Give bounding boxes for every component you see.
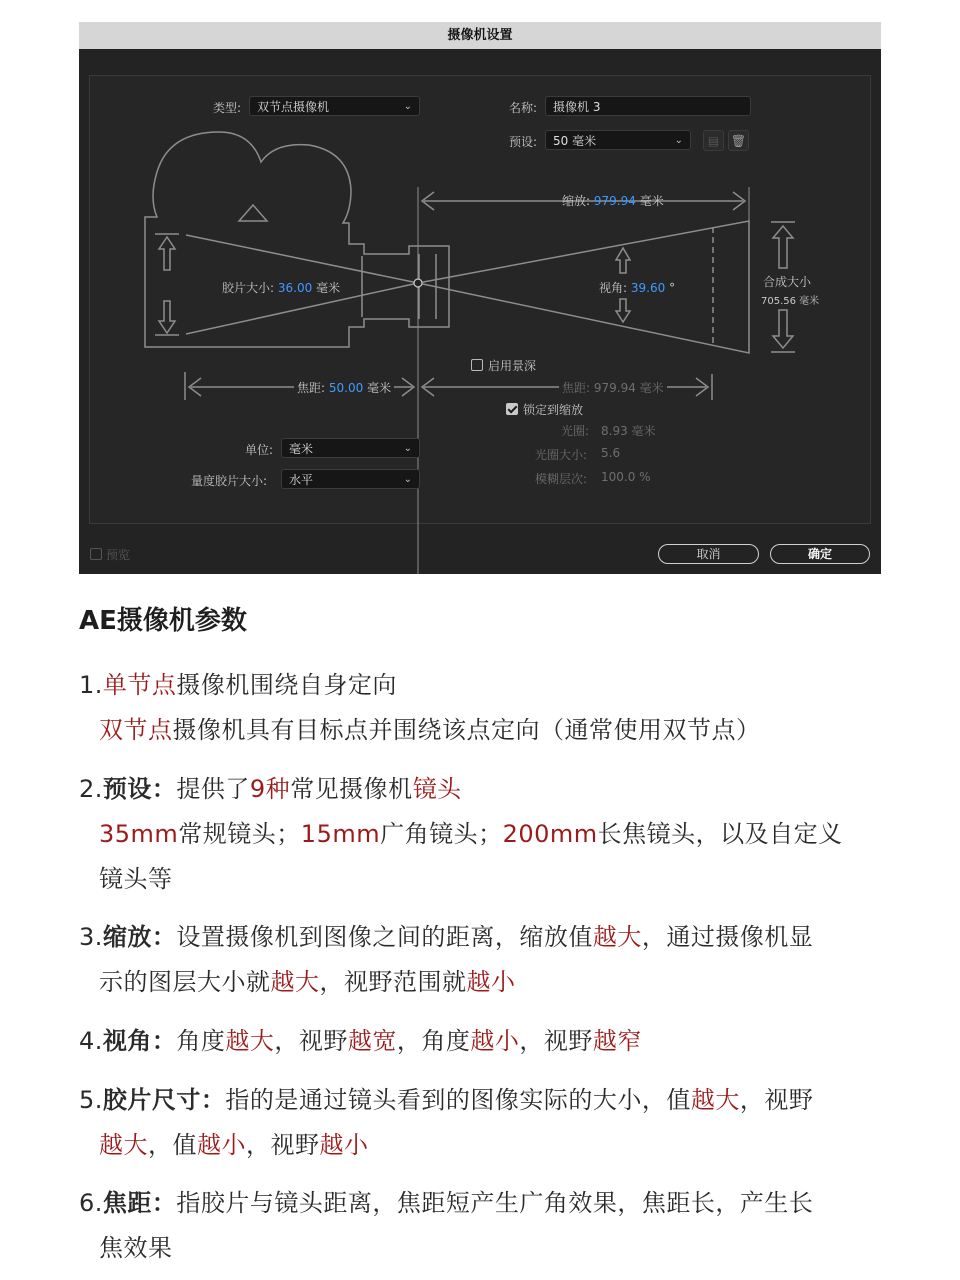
highlight-text: 越大 <box>592 923 642 951</box>
body-text: 镜头等 <box>99 865 173 893</box>
zoom-field <box>562 192 664 209</box>
highlight-text: 9种 <box>249 775 291 803</box>
aperture-value: 8.93 毫米 <box>601 424 656 438</box>
angle-value[interactable]: 39.60 <box>630 281 666 295</box>
body-text: ，视野 <box>274 1027 348 1055</box>
focal-length-label: 焦距: <box>297 381 326 395</box>
article-line <box>99 962 516 997</box>
focal-length-unit: 毫米 <box>367 381 392 395</box>
focus-distance-label: 焦距: <box>562 381 591 395</box>
fstop-label: 光圈大小: <box>535 448 588 462</box>
term-label: 视角： <box>102 1027 177 1055</box>
units-select[interactable] <box>281 438 420 458</box>
chevron-down-icon: ⌄ <box>403 443 412 454</box>
body-text: ，值 <box>148 1131 197 1159</box>
body-text: 4. <box>79 1027 103 1055</box>
enable-dof-label: 启用景深 <box>488 359 537 373</box>
comp-size-label: 合成大小 <box>763 275 812 289</box>
chevron-down-icon: ⌄ <box>403 101 412 112</box>
comp-size-value: 705.56 毫米 <box>761 296 820 307</box>
body-text: ，视野 <box>519 1027 593 1055</box>
article-line <box>99 1228 173 1263</box>
preset-value: 50 毫米 <box>553 134 597 148</box>
article-line <box>99 710 761 745</box>
article-line <box>99 859 173 894</box>
body-text: 常规镜头； <box>178 820 301 848</box>
highlight-text: 双节点 <box>99 716 173 744</box>
preview-label: 预览 <box>106 548 131 562</box>
highlight-text: 200mm <box>502 820 598 848</box>
measure-film-size-value: 水平 <box>289 473 314 487</box>
body-text: 焦效果 <box>99 1234 173 1262</box>
body-text: 示的图层大小就 <box>99 968 271 996</box>
body-text: ，视野范围就 <box>319 968 467 996</box>
lock-to-zoom-checkbox[interactable] <box>506 403 518 415</box>
zoom-unit: 毫米 <box>639 194 664 208</box>
highlight-text: 单节点 <box>102 671 177 699</box>
focus-distance-field <box>559 379 667 396</box>
body-text: 设置摄像机到图像之间的距离，缩放值 <box>176 923 593 951</box>
article-line <box>79 1080 813 1115</box>
body-text: 5. <box>79 1086 103 1114</box>
article-title: AE摄像机参数 <box>79 606 247 636</box>
body-text: 1. <box>79 671 103 699</box>
term-label: 焦距： <box>102 1189 177 1217</box>
film-size-label: 胶片大小: <box>222 281 275 295</box>
measure-film-size-label: 量度胶片大小: <box>191 474 268 488</box>
delete-preset-icon[interactable]: 🗑 <box>728 130 749 151</box>
type-select[interactable] <box>249 96 420 116</box>
film-size-field <box>222 279 340 296</box>
article-line <box>99 814 843 849</box>
save-preset-icon[interactable]: ▤ <box>703 130 724 151</box>
article-line <box>79 769 462 804</box>
enable-dof-checkbox[interactable] <box>471 359 483 371</box>
highlight-text: 越大 <box>225 1027 275 1055</box>
highlight-text: 越宽 <box>347 1027 397 1055</box>
body-text: 2. <box>79 775 103 803</box>
article-line <box>99 1125 369 1160</box>
article-line <box>79 917 813 952</box>
highlight-text: 35mm <box>99 820 179 848</box>
body-text: 提供了 <box>176 775 250 803</box>
camera-settings-dialog <box>79 22 881 574</box>
highlight-text: 越小 <box>470 1027 520 1055</box>
camera-node-point <box>414 279 422 287</box>
preview-checkbox[interactable] <box>90 548 102 560</box>
highlight-text: 15mm <box>300 820 381 848</box>
focal-length-value[interactable]: 50.00 <box>328 381 364 395</box>
body-text: ，角度 <box>396 1027 471 1055</box>
preset-select[interactable] <box>545 130 691 150</box>
film-size-value[interactable]: 36.00 <box>277 281 313 295</box>
zoom-label: 缩放: <box>562 194 591 208</box>
measure-film-size-select[interactable] <box>281 469 420 489</box>
blur-level-value: 100.0 % <box>601 470 651 484</box>
body-text: 角度 <box>176 1027 226 1055</box>
film-size-unit: 毫米 <box>316 281 341 295</box>
preset-label: 预设: <box>509 135 538 149</box>
highlight-text: 越大 <box>270 968 320 996</box>
chevron-down-icon: ⌄ <box>674 135 683 146</box>
blur-level-label: 模糊层次: <box>535 472 588 486</box>
highlight-text: 越大 <box>690 1086 740 1114</box>
body-text: 3. <box>79 923 103 951</box>
body-text: 指的是通过镜头看到的图像实际的大小，值 <box>225 1086 691 1114</box>
body-text: 摄像机围绕自身定向 <box>176 671 397 699</box>
article-line <box>79 1021 642 1056</box>
type-label: 类型: <box>213 101 242 115</box>
focus-distance-value: 979.94 毫米 <box>593 381 664 395</box>
article-line <box>79 1183 813 1218</box>
body-text: 6. <box>79 1189 103 1217</box>
highlight-text: 越窄 <box>592 1027 642 1055</box>
ok-button[interactable]: 确定 <box>770 544 870 564</box>
chevron-down-icon: ⌄ <box>403 474 412 485</box>
body-text: 指胶片与镜头距离，焦距短产生广角效果，焦距长，产生长 <box>176 1189 814 1217</box>
angle-label: 视角: <box>599 281 628 295</box>
highlight-text: 越小 <box>197 1131 246 1159</box>
body-text: 广角镜头； <box>380 820 503 848</box>
highlight-text: 越小 <box>319 1131 369 1159</box>
dialog-title: 摄像机设置 <box>79 22 881 49</box>
cancel-button[interactable]: 取消 <box>658 544 759 564</box>
camera-body-outline <box>145 132 449 347</box>
body-text: 长焦镜头，以及自定义 <box>597 820 843 848</box>
viewfinder-triangle-outline <box>239 205 267 221</box>
focal-length-field <box>294 379 394 396</box>
body-text: 摄像机具有目标点并围绕该点定向（通常使用双节点） <box>172 716 761 744</box>
term-label: 胶片尺寸： <box>102 1086 226 1114</box>
body-text: ，视野 <box>739 1086 814 1114</box>
body-text: 常见摄像机 <box>290 775 413 803</box>
units-value: 毫米 <box>289 442 314 456</box>
name-label: 名称: <box>509 101 538 115</box>
lock-to-zoom-label: 锁定到缩放 <box>523 403 584 417</box>
zoom-value[interactable]: 979.94 <box>593 194 636 208</box>
body-text: ，视野 <box>246 1131 320 1159</box>
body-text: ，通过摄像机显 <box>641 923 814 951</box>
term-label: 预设： <box>102 775 177 803</box>
fstop-value: 5.6 <box>601 446 621 460</box>
name-input[interactable]: 摄像机 3 <box>545 96 751 116</box>
term-label: 缩放： <box>102 923 177 951</box>
highlight-text: 越小 <box>466 968 516 996</box>
aperture-label: 光圈: <box>561 424 590 438</box>
highlight-text: 越大 <box>99 1131 148 1159</box>
units-label: 单位: <box>245 443 274 457</box>
article-line <box>79 665 397 700</box>
type-value: 双节点摄像机 <box>257 100 330 114</box>
highlight-text: 镜头 <box>412 775 462 803</box>
angle-unit: ° <box>669 281 676 295</box>
angle-field <box>599 279 675 296</box>
